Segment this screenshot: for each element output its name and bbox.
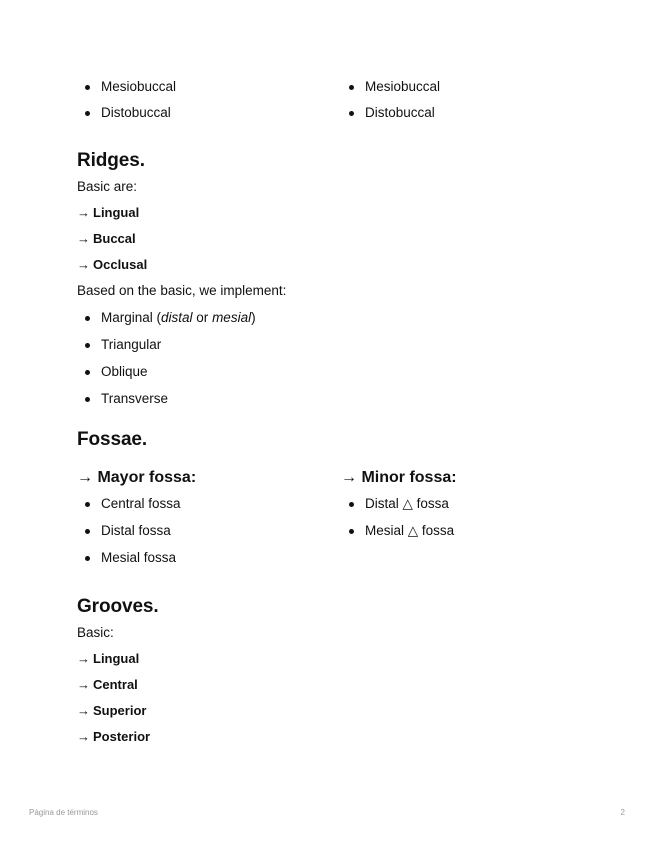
mayor-fossa-list bbox=[77, 495, 341, 567]
ridges-implemented-list bbox=[77, 309, 617, 408]
arrow-icon: → bbox=[77, 257, 90, 272]
grooves-basic-posterior: → Posterior bbox=[77, 729, 151, 744]
arrow-icon: → bbox=[77, 703, 90, 718]
top-columns bbox=[77, 78, 617, 122]
grooves-basic-central: → Central bbox=[77, 677, 138, 692]
ridges-section bbox=[77, 149, 617, 408]
list-item-marginal: Marginal (distal or mesial) bbox=[77, 309, 617, 327]
ridges-based-text: Based on the basic, we implement: bbox=[77, 283, 287, 298]
grooves-basic-lingual: → Lingual bbox=[77, 651, 140, 666]
arrow-icon: → bbox=[77, 651, 90, 666]
list-item: Mesial △ fossa bbox=[341, 522, 617, 540]
minor-fossa-heading: → Minor fossa: bbox=[341, 469, 457, 486]
list-item: Distal △ fossa bbox=[341, 495, 617, 513]
list-item: Mesiobuccal bbox=[77, 78, 341, 96]
ridges-heading: Ridges. bbox=[77, 150, 145, 171]
arrow-icon: → bbox=[77, 205, 90, 220]
minor-fossa-list bbox=[341, 495, 617, 540]
list-item: Mesiobuccal bbox=[341, 78, 617, 96]
grooves-heading: Grooves. bbox=[77, 596, 159, 617]
list-item: Distobuccal bbox=[341, 104, 617, 122]
arrow-icon: → bbox=[77, 231, 90, 246]
list-item: Transverse bbox=[77, 390, 617, 408]
ridges-basic-buccal: → Buccal bbox=[77, 231, 136, 246]
grooves-basic-superior: → Superior bbox=[77, 703, 147, 718]
top-list-left bbox=[77, 78, 341, 122]
grooves-section bbox=[77, 595, 617, 746]
list-item: Oblique bbox=[77, 363, 617, 381]
list-item: Triangular bbox=[77, 336, 617, 354]
arrow-icon: → bbox=[77, 677, 90, 692]
fossae-columns bbox=[77, 467, 617, 567]
footer-page-label: Página de términos bbox=[29, 808, 98, 817]
list-item: Central fossa bbox=[77, 495, 341, 513]
ridges-basic-occlusal: → Occlusal bbox=[77, 257, 148, 272]
fossae-heading: Fossae. bbox=[77, 429, 148, 450]
arrow-icon: → bbox=[77, 729, 90, 744]
grooves-intro: Basic: bbox=[77, 625, 114, 640]
list-item: Distal fossa bbox=[77, 522, 341, 540]
list-item: Mesial fossa bbox=[77, 549, 341, 567]
top-list-right bbox=[341, 78, 617, 122]
ridges-intro: Basic are: bbox=[77, 179, 138, 194]
ridges-basic-lingual: → Lingual bbox=[77, 205, 140, 220]
mayor-fossa-heading: → Mayor fossa: bbox=[77, 469, 197, 486]
list-item: Distobuccal bbox=[77, 104, 341, 122]
footer-page-number: 2 bbox=[620, 808, 625, 817]
